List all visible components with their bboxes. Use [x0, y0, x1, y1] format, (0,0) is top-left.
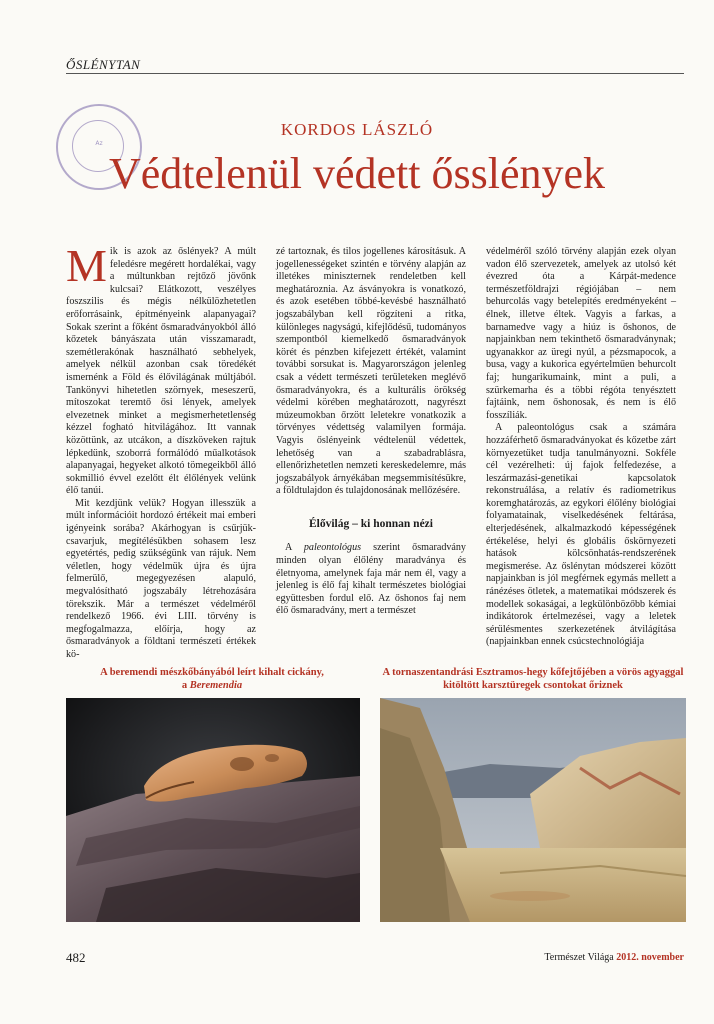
photo-caption-2: A tornaszentandrási Esztramos-hegy kőfejtőjében a vörös agyaggal kitöltött karsztüregek csontokat őriznek: [382, 667, 684, 691]
caption-italic: Beremendia: [189, 680, 243, 691]
paragraph: [276, 542, 466, 618]
footer-magazine: Természet Világa: [544, 952, 617, 963]
caption-line: a: [181, 680, 190, 691]
page-number: 482: [66, 950, 86, 965]
paragraph: zé tartoznak, és tilos jogellenes károsításuk. A jogellenességeket szintén e törvény alapján az illetékes miniszternek rendeletben kell meghatároznia. Az ásványokra is vonatkozó, és azok esetében többé-kevésbé használható jogszabályban kell rögzíteni a ritka, különleges nagyságú, kifejlődésű, tudományos szempontból kiemelkedő ősmaradványok körét és pénzben kifejezett értékét, valamint további sorsukat is. Magyarországon jelenleg csak a védett természeti területeken meglévő ősmaradványokra, és a kulturális örökség védelmi körében meghatározott, nagyrészt múzeumokban őrzött leletekre vonatkozik a törvényes védettség valamilyen formája. Vagyis őslényeink védtelenül védettek, lehetőség van a szabadrablásra, ellenőrizhetetlen nemzeti kereskedelemre, más jogszabályok árnyékában megsemmisítésükre, a földtulajdon és tulajdonosának mellőzésére.: [276, 246, 466, 497]
italic-term: paleontológus: [303, 542, 362, 554]
footer-publication: [544, 952, 684, 963]
article-title: Védtelenül védett ősslények: [108, 149, 606, 198]
drop-cap: M: [66, 240, 107, 291]
subheading: Élővilág – ki honnan nézi: [309, 517, 433, 530]
paragraph-text: A: [285, 542, 304, 554]
paragraph: Mit kezdjünk velük? Hogyan illesszük a múlt információit hordozó értékeit mai emberi igényeink sorába? Akárhogyan is csűrjük-csavarjuk, megítélésükben sohasem lesz egyetértés, pedig szükségünk van rájuk. Nem véletlen, hogy védelmük újra és újra felmerülő, megegyezésen alapuló, megvalósítható jogszabály létrehozására törekszik. Már a természet védelméről rendelkező 1966. évi LIII. törvény is megfogalmazza, előírja, hogy az ősmaradványok a földtani természeti értékek kö-: [66, 497, 256, 660]
paragraph: védelméről szóló törvény alapján ezek olyan vadon élő szervezetek, amelyek az utolsó két évezred óta a Kárpát-medence természetföldrajzi régiójában – nem behurcolás vagy betelepítés eredményeként – élnek, illetve éltek. Vagyis a farkas, a barnamedve vagy a hiúz is őshonos, de napjainkban nem tekinthető ősmaradványnak; ugyanakkor az üregi nyúl, a pézsmapocok, a busa, vagy a kukorica egyértelműen behurcolt faj; hungarikumaink, mint a puli, a szürkemarha és a többi régóta tenyésztett fajtáink, nem őshonosak, és nem is élő fosszíliák.: [486, 246, 676, 421]
paragraph-text: szerint ősmaradvány minden olyan élőlény maradványa és életnyoma, amelynek faja már nem él, vagy a jelenleg is élő faj kihalt természetes biológiai együttesben fordul elő. Az őshonos faj nem élő ősmaradvány, mert a természet: [276, 542, 466, 617]
author-name: KORDOS LÁSZLÓ: [280, 120, 434, 139]
quarry-photo: [380, 698, 686, 922]
caption-line: A beremendi mészkőbányából leírt kihalt cickány,: [100, 667, 324, 678]
paragraph: [66, 240, 256, 498]
section-label: ŐSLÉNYTAN: [66, 57, 141, 72]
paragraph: A paleontológus csak a számára hozzáférhető ősmaradványokat és kőzetbe zárt környezetüket tudja tanulmányozni. Sokféle cél vezérelheti: új fajok felfedezése, a leszármazási-genetikai kapcsolatok rekonstruálása, a relatív és radiometrikus koremghatározás, az egykori élőlény biológiai folyamatainak, viselkedésének feltárása, elterjedésének, alkalmazkodó képességének értékelése, helyi és globális őskörnyezeti hatások kölcsönhatás-rendszerének megismerése. Az őslénytan módszerei között napjainkban is jól megférnek egymás mellett a ránézéses ötletek, a matematikai módszerek és modellek sokaságai, a legkülönbözőbb kémiai indikátorok értelmezései, vagy a leletek sérülésmentes szerkezetének átvilágítása (napjainkban ennek csúcstechnológiája: [486, 422, 676, 648]
photo-caption-1: [66, 666, 358, 692]
stamp-text: Az: [95, 140, 103, 147]
text-column-2: [276, 246, 466, 618]
footer-issue: 2012. november: [616, 952, 684, 963]
shrew-skull-photo: [66, 698, 360, 922]
text-column-3: [486, 246, 676, 649]
text-column-1: [66, 240, 256, 662]
paragraph-text: ik is azok az őslények? A múlt feledésre megérett hordalékai, vagy a múltunkban rejtőző jövőnk kulcsai? Elátkozott, veszélyes foszszilis és mégis nélkülözhetetlen erőforrásaink, építményeink alapanyagai? Sokak szerint a főként ősmaradványokból álló kőzetek bányászata után visszamaradt, szemétlerakónak használható sebhelyek, amelyek nélkül azonban csak töredékét ismernénk a Föld és élővilágának múltjából. Tankönyvi hihetetlen szörnyek, meseszerű, mítoszokat teremtő ősi lények, amelyek elvezetnek minket a megismerhetetlenség kézzel fogható hitvilágához. Itt vannak közöttünk, az utcákon, a díszköveken rajtuk lépkedünk, szoborrá formálódó műalkotások alapanyagai, hegyeket alkotó tömegeikből álló sokmillió évvel ezelőtt élt élőlények velünk élő tanúi.: [66, 246, 256, 497]
header-rule: [66, 73, 684, 74]
